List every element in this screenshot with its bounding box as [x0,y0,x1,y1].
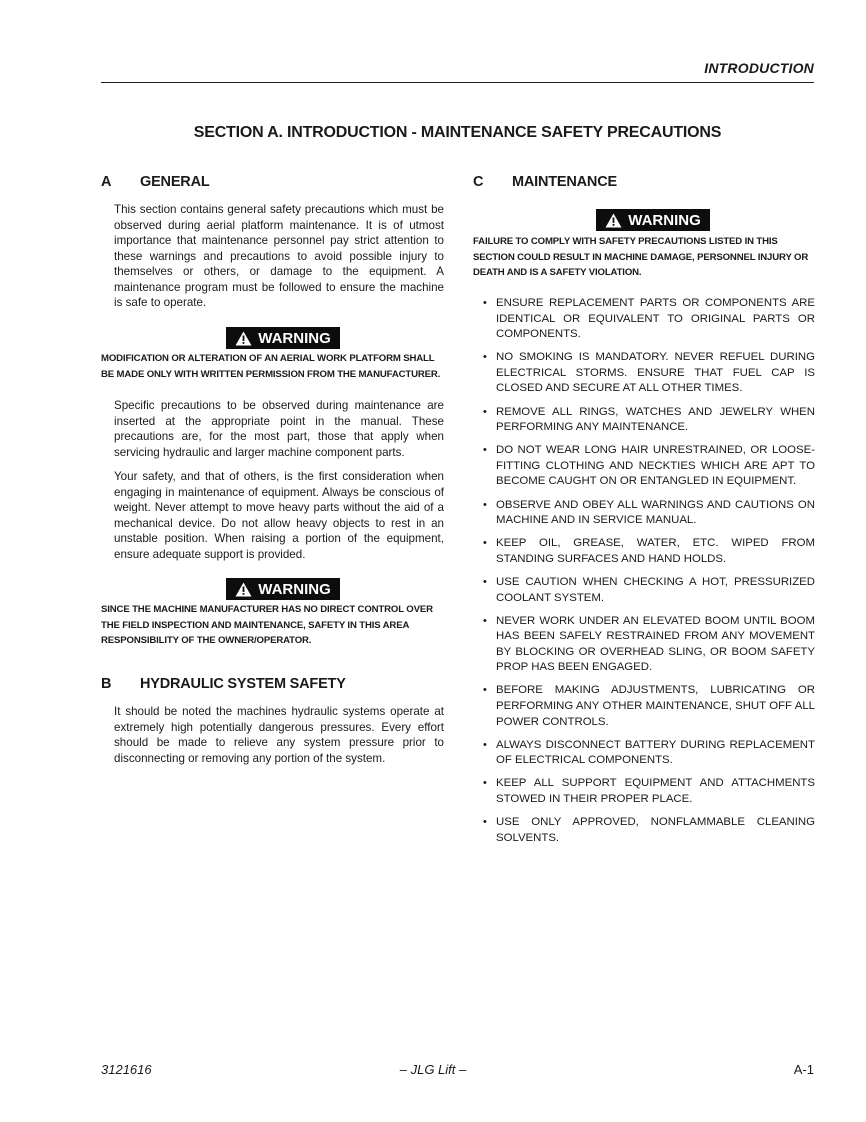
warning-triangle-icon [235,582,252,597]
header-divider [101,82,814,83]
heading-hydraulic-system-safety [101,676,346,692]
warning-label: WARNING [258,329,331,347]
list-item: • KEEP OIL, GREASE, WATER, ETC. WIPED FROM STANDING SURFACES AND HAND HOLDS. [483,537,815,565]
bullet-icon: • [483,498,487,511]
bullet-icon: • [483,537,487,550]
footer-document-number: 3121616 [101,1062,152,1077]
section-title: SECTION A. INTRODUCTION - MAINTENANCE SAFETY PRECAUTIONS [193,124,722,141]
warning-text-responsibility: SINCE THE MACHINE MANUFACTURER HAS NO DIRECT CONTROL OVER THE FIELD INSPECTION AND MAINTENANCE, SAFETY IN THIS AREA RESPONSIBILITY OF THE OWNER/OPERATOR. [101,604,433,646]
list-item: • NO SMOKING IS MANDATORY. NEVER REFUEL DURING ELECTRICAL STORMS. ENSURE THAT FUEL CAP IS CLOSED AND SECURE AT ALL OTHER TIMES. [483,351,815,395]
heading-text: MAINTENANCE [512,174,617,190]
heading-letter: B [101,676,112,692]
list-item: • USE ONLY APPROVED, NONFLAMMABLE CLEANING SOLVENTS. [483,816,815,844]
warning-triangle-icon [605,213,622,228]
warning-triangle-icon [235,331,252,346]
warning-banner [596,209,710,231]
bullet-icon: • [483,614,487,627]
list-item: • OBSERVE AND OBEY ALL WARNINGS AND CAUTIONS ON MACHINE AND IN SERVICE MANUAL. [483,498,815,527]
maintenance-precautions-list [473,296,815,854]
heading-maintenance [473,174,617,190]
general-intro-paragraph: This section contains general safety precautions which must be observed during aerial platform maintenance. It is of utmost importance that maintenance personnel pay strict attention to these warnings and precautions to avoid possible injury to themselves or others, or damage to the equipment. A maintenance program must be followed to ensure the machine is safe to operate. [114,203,444,309]
warning-text-compliance: FAILURE TO COMPLY WITH SAFETY PRECAUTIONS LISTED IN THIS SECTION COULD RESULT IN MACHINE DAMAGE, PERSONNEL INJURY OR DEATH AND IS A SAFETY VIOLATION. [473,236,809,278]
warning-banner [226,327,340,349]
heading-letter: A [101,174,112,190]
footer-page-number: A-1 [793,1062,814,1077]
list-item: • BEFORE MAKING ADJUSTMENTS, LUBRICATING OR PERFORMING ANY OTHER MAINTENANCE, SHUT OFF ALL POWER CONTROLS. [483,684,815,728]
precautions-paragraph: Specific precautions to be observed during maintenance are inserted at the appropriate point in the manual. These precautions are, for the most part, those that apply when servicing hydraulic and larger machine component parts. [114,399,444,459]
list-item: • KEEP ALL SUPPORT EQUIPMENT AND ATTACHMENTS STOWED IN THEIR PROPER PLACE. [483,777,815,806]
list-item: • DO NOT WEAR LONG HAIR UNRESTRAINED, OR LOOSE-FITTING CLOTHING AND NECKTIES WHICH ARE APT TO BECOME CAUGHT ON OR ENTANGLED IN EQUIPMENT. [483,444,815,488]
heading-general [101,174,210,190]
bullet-icon: • [483,575,487,588]
bullet-icon: • [483,351,487,364]
bullet-icon: • [483,684,487,697]
warning-banner [226,578,340,600]
safety-paragraph: Your safety, and that of others, is the first consideration when engaging in maintenance of equipment. Always be conscious of weight. Never attempt to move heavy parts without the aid of a mechanical device. Do not allow heavy objects to rest in an unstable position. When raising a portion of the equipment, ensure adequate support is provided. [114,470,444,561]
bullet-icon: • [483,297,487,309]
list-item: • ENSURE REPLACEMENT PARTS OR COMPONENTS ARE IDENTICAL OR EQUIVALENT TO ORIGINAL PARTS OR COMPONENTS. [483,297,815,341]
list-item: • USE CAUTION WHEN CHECKING A HOT, PRESSURIZED COOLANT SYSTEM. [483,575,815,604]
bullet-icon: • [483,444,487,457]
heading-text: GENERAL [140,174,210,190]
bullet-icon: • [483,405,487,418]
footer-brand: – JLG Lift – [399,1062,467,1077]
list-item: • NEVER WORK UNDER AN ELEVATED BOOM UNTIL BOOM HAS BEEN SAFELY RESTRAINED FROM ANY MOVEMENT BY BLOCKING OR OVERHEAD SLING, OR BOOM SAFETY PROP HAS BEEN ENGAGED. [483,614,815,674]
heading-text: HYDRAULIC SYSTEM SAFETY [140,676,346,692]
list-item: • REMOVE ALL RINGS, WATCHES AND JEWELRY WHEN PERFORMING ANY MAINTENANCE. [483,405,815,434]
bullet-icon: • [483,738,487,751]
hydraulic-paragraph: It should be noted the machines hydraulic systems operate at extremely high potentially dangerous pressures. Every effort should be made to relieve any system pressure prior to disconnecting or removing any portion of the system. [114,705,444,765]
list-item: • ALWAYS DISCONNECT BATTERY DURING REPLACEMENT OF ELECTRICAL COMPONENTS. [483,738,815,767]
warning-label: WARNING [628,211,701,229]
bullet-icon: • [483,777,487,790]
heading-letter: C [473,174,484,190]
warning-label: WARNING [258,580,331,598]
bullet-icon: • [483,816,487,829]
page-header-title: INTRODUCTION [704,60,814,76]
warning-text-modification: MODIFICATION OR ALTERATION OF AN AERIAL WORK PLATFORM SHALL BE MADE ONLY WITH WRITTEN PERMISSION FROM THE MANUFACTURER. [101,353,441,380]
